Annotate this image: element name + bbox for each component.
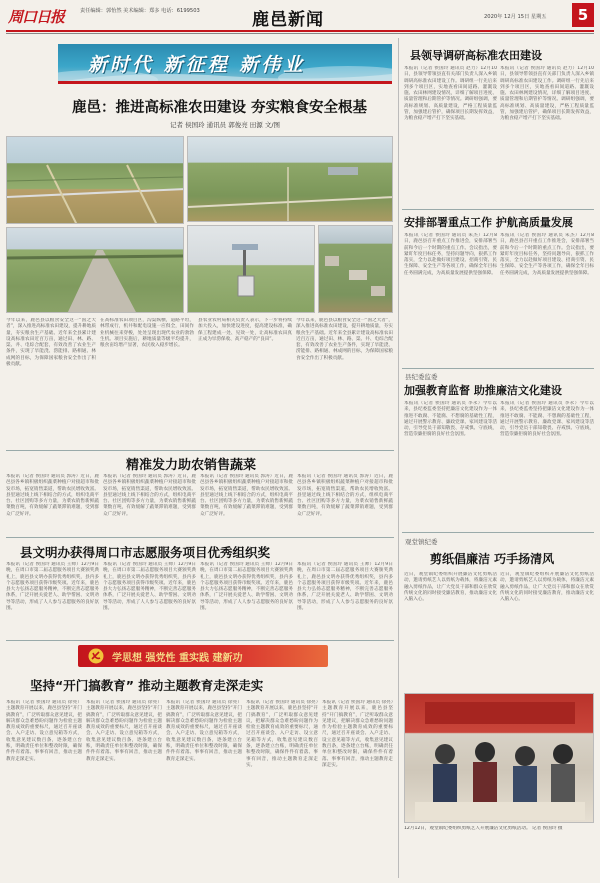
story-education-body-5: 本报讯（记者 侯国玲 通讯员 徐亮）主题教育开展以来，鹿邑县坚持“开门搞教育”，广泛听取群众意见建议，把解决群众急难愁盼问题作为检验主题教育成效的重要标尺，通过召开座谈会、入户走访、设立意见箱等方式，收集意见建议数百条，逐条建立台账，明确责任单位和整改时限，确保件件有着落、事事有回音，推动主题教育走深走实。 [322,700,393,768]
lead-body-col-2: 在高标准农田项目区，沟渠纵横，道路平坦，林带成行，机井和配电设施一应俱全，田间作业机械往来穿梭，处处呈现出现代农业的勃勃生机。项目实施后，耕地质量等级平均提升，粮食亩均增产显著，农民收入稳步增长。 [100,318,194,349]
right-papercut-headline: 剪纸倡廉洁 巧手扬清风 [430,552,555,566]
right-papercut-body-2: 近日，观堂镇纪委组织开展廉洁文化剪纸活动，邀请剪纸艺人以剪纸为载体，将廉洁元素融入剪纸作品，让广大党员干部和群众在欣赏传统文化的同时接受廉洁教育，推动廉洁文化入脑入心。 [500,572,594,603]
village-aerial-photo [318,225,393,313]
right-farmland-body-1: 本报讯（记者 侯国玲 通讯员 赵力）12月10日，县领导带领县直有关部门负责人深入乡镇调研高标准农田建设工作。调研组一行先后来到多个项目区，实地查看田间道路、灌溉设施、农田林网建设情况，详细了解项目进度、质量管理和后期管护等情况。调研组强调，要高标准规划、高质量建设，严格工程质量监管，加强建后管护，确保项目长期发挥效益，为粮食稳产增产打下坚实基础。 [404,66,497,122]
story-volunteer-body-3: 本报讯（记者 侯国玲 通讯员 王帅）12月9日晚，在周口市第二届志愿服务项目大赛颁奖典礼上，鹿邑县文明办获得优秀组织奖，县内多个志愿服务项目获得市级奖项。近年来，鹿邑县大力弘扬志愿服务精神，不断完善志愿服务体系，广泛开展关爱老人、助学帮困、文明劝导等活动，形成了人人参与志愿服务的良好氛围。 [200,562,293,612]
farmland-road-photo [6,227,184,313]
designer-name: 美术编辑：郑多 [123,8,160,14]
staff-line [80,7,200,14]
lead-body-col-1: 今年以来，鹿邑县以粮食安全这一“国之大者”，深入推进高标准农田建设，提升耕地质量，夯实粮食生产基础。近年来全县累计建设高标准农田近百万亩，通过田、林、路、渠、井、电综合配套，有效改善了农业生产条件，实现了旱能浇、涝能排、路相通、林成网的目标，为保障国家粮食安全作出了积极贡献。 [6,318,96,368]
story-volunteer-headline: 县文明办获得周口市志愿服务项目优秀组织奖 [20,545,271,560]
right-discipline-tag: 县纪委监委 [405,373,438,381]
slogan-banner [58,44,392,84]
story-volunteer-body-4: 本报讯（记者 侯国玲 通讯员 王帅）12月9日晚，在周口市第二届志愿服务项目大赛颁奖典礼上，鹿邑县文明办获得优秀组织奖，县内多个志愿服务项目获得市级奖项。近年来，鹿邑县大力弘扬志愿服务精神，不断完善志愿服务体系，广泛开展关爱老人、助学帮困、文明劝导等活动，形成了人人参与志愿服务的良好氛围。 [297,562,393,612]
party-emblem-icon [88,648,104,664]
story-education-body-2: 本报讯（记者 侯国玲 通讯员 徐亮）主题教育开展以来，鹿邑县坚持“开门搞教育”，广泛听取群众意见建议，把解决群众急难愁盼问题作为检验主题教育成效的重要标尺，通过召开座谈会、入户走访、设立意见箱等方式，收集意见建议数百条，逐条建立台账，明确责任单位和整改时限，确保件件有着落、事事有回音，推动主题教育走深走实。 [86,700,162,762]
masthead-rule-thin [6,33,594,34]
story-vegetables-body-1: 本报讯（记者 侯国玲 通讯员 郭涛）近日，鹿邑县各乡镇积极组织蔬菜种植户对接超市和批发市场，拓宽销售渠道，帮助农民增收致富。县里通过线上线下相结合的方式，组织电商平台、社区团购等多方力量，为菜农销售新鲜蔬菜数百吨，有效缓解了蔬菜滞销难题，受到群众广泛好评。 [6,474,99,517]
story-education-headline: 坚持“开门搞教育” 推动主题教育走深走实 [30,678,264,693]
section-title: 鹿邑新闻 [252,10,324,30]
right-discipline-body-2: 本报讯（记者 侯国玲 通讯员 李永）今年以来，县纪委监委坚持把廉洁文化建设作为一体推进不敢腐、不能腐、不想腐的基础性工程，通过开展警示教育、廉政党课、家风建设等活动，引导党员干部知敬畏、存戒惧、守底线，营造崇廉拒腐的良好社会氛围。 [500,401,594,438]
irrigation-field-photo [187,136,393,222]
rule-right1 [402,209,594,210]
papercut-photo-caption: 12月12日，观堂镇纪委组织剪纸艺人开展廉洁文化剪纸活动。 记者 侯国玲 摄 [404,826,563,831]
lead-body-col-4: 今年以来，鹿邑县以粮食安全这一“国之大者”，深入推进高标准农田建设，提升耕地质量，夯实粮食生产基础。近年来全县累计建设高标准农田近百万亩，通过田、林、路、渠、井、电综合配套，有效改善了农业生产条件，实现了旱能浇、涝能排、路相通、林成网的目标，为保障国家粮食安全作出了积极贡献。 [296,318,393,361]
right-deployment-body-1: 本报讯（记者 侯国玲 通讯员 朱杰）12月8日，鹿邑县召开重点工作推进会，安排部署当前和今后一个时期的重点工作。会议指出，要紧盯年度目标任务，坚持问题导向，狠抓工作落实，全力以赴做好项目建设、招商引资、民生保障、安全生产等各项工作，确保全年目标任务圆满完成，为高质量发展提供坚强保障。 [404,233,497,276]
issue-date: 2020年 12月 15日 星期五 [484,14,547,20]
party-banner [78,645,328,667]
story-vegetables-body-2: 本报讯（记者 侯国玲 通讯员 郭涛）近日，鹿邑县各乡镇积极组织蔬菜种植户对接超市和批发市场，拓宽销售渠道，帮助农民增收致富。县里通过线上线下相结合的方式，组织电商平台、社区团购等多方力量，为菜农销售新鲜蔬菜数百吨，有效缓解了蔬菜滞销难题，受到群众广泛好评。 [103,474,196,517]
story-vegetables-body-4: 本报讯（记者 侯国玲 通讯员 郭涛）近日，鹿邑县各乡镇积极组织蔬菜种植户对接超市和批发市场，拓宽销售渠道，帮助农民增收致富。县里通过线上线下相结合的方式，组织电商平台、社区团购等多方力量，为菜农销售新鲜蔬菜数百吨，有效缓解了蔬菜滞销难题，受到群众广泛好评。 [297,474,393,517]
logo: 周口日报 [8,8,65,26]
right-farmland-body-2: 本报讯（记者 侯国玲 通讯员 赵力）12月10日，县领导带领县直有关部门负责人深入乡镇调研高标准农田建设工作。调研组一行先后来到多个项目区，实地查看田间道路、灌溉设施、农田林网建设情况，详细了解项目进度、质量管理和后期管护等情况。调研组强调，要高标准规划、高质量建设，严格工程质量监管，加强建后管护，确保项目长期发挥效益，为粮食稳产增产打下坚实基础。 [500,66,594,122]
story-education-body-1: 本报讯（记者 侯国玲 通讯员 徐亮）主题教育开展以来，鹿邑县坚持“开门搞教育”，广泛听取群众意见建议，把解决群众急难愁盼问题作为检验主题教育成效的重要标尺，通过召开座谈会、入户走访、设立意见箱等方式，收集意见建议数百条，逐条建立台账，明确责任单位和整改时限，确保件件有着落、事事有回音，推动主题教育走深走实。 [6,700,82,762]
papercut-activity-photo [404,693,594,823]
right-discipline-headline: 加强教育监督 助推廉洁文化建设 [404,384,562,397]
right-deployment-headline: 安排部署重点工作 护航高质量发展 [404,216,573,229]
right-farmland-headline: 县领导调研高标准农田建设 [410,49,542,62]
lead-byline: 记者 侯国玲 通讯员 郭俊亮 田源 文/图 [170,121,281,129]
story-education-body-4: 本报讯（记者 侯国玲 通讯员 徐亮）主题教育开展以来，鹿邑县坚持“开门搞教育”，广泛听取群众意见建议，把解决群众急难愁盼问题作为检验主题教育成效的重要标尺，通过召开座谈会、入户走访、设立意见箱等方式，收集意见建议数百条，逐条建立台账，明确责任单位和整改时限，确保件件有着落、事事有回音，推动主题教育走深走实。 [246,700,318,768]
rule-lead [6,450,394,451]
slogan-text: 新时代 新征程 新伟业 [88,54,306,76]
rule-right2 [402,368,594,369]
masthead-rule [6,30,594,32]
rule-right3 [402,532,594,533]
column-divider [398,38,399,878]
right-discipline-body-1: 本报讯（记者 侯国玲 通讯员 李永）今年以来，县纪委监委坚持把廉洁文化建设作为一体推进不敢腐、不能腐、不想腐的基础性工程，通过开展警示教育、廉政党课、家风建设等活动，引导党员干部知敬畏、存戒惧、守底线，营造崇廉拒腐的良好社会氛围。 [404,401,497,438]
farmland-aerial-photo [6,136,184,224]
story-education-body-3: 本报讯（记者 侯国玲 通讯员 徐亮）主题教育开展以来，鹿邑县坚持“开门搞教育”，广泛听取群众意见建议，把解决群众急难愁盼问题作为检验主题教育成效的重要标尺，通过召开座谈会、入户走访、设立意见箱等方式，收集意见建议数百条，逐条建立台账，明确责任单位和整改时限，确保件件有着落、事事有回音，推动主题教育走深走实。 [166,700,242,762]
party-banner-text: 学思想 强党性 重实践 建新功 [112,653,243,664]
lead-body-col-3: 县农业农村局相关负责人表示，下一步将持续加大投入，加快建设进度，提高建设标准，确保工程建成一处、见效一处，让高标准农田真正成为旱涝保收、高产稳产的“良田”。 [198,318,292,342]
story-volunteer-body-2: 本报讯（记者 侯国玲 通讯员 王帅）12月9日晚，在周口市第二届志愿服务项目大赛颁奖典礼上，鹿邑县文明办获得优秀组织奖，县内多个志愿服务项目获得市级奖项。近年来，鹿邑县大力弘扬志愿服务精神，不断完善志愿服务体系，广泛开展关爱老人、助学帮困、文明劝导等活动，形成了人人参与志愿服务的良好氛围。 [103,562,196,612]
right-deployment-body-2: 本报讯（记者 侯国玲 通讯员 朱杰）12月8日，鹿邑县召开重点工作推进会，安排部署当前和今后一个时期的重点工作。会议指出，要紧盯年度目标任务，坚持问题导向，狠抓工作落实，全力以赴做好项目建设、招商引资、民生保障、安全生产等各项工作，确保全年目标任务圆满完成，为高质量发展提供坚强保障。 [500,233,594,276]
page-number: 5 [572,3,594,27]
story-vegetables-headline: 精准发力助农销售蔬菜 [126,458,257,473]
editor-name: 责任编辑：郭怡然 [80,8,122,14]
monitoring-station-photo [187,225,315,313]
story-vegetables-body-3: 本报讯（记者 侯国玲 通讯员 郭涛）近日，鹿邑县各乡镇积极组织蔬菜种植户对接超市和批发市场，拓宽销售渠道，帮助农民增收致富。县里通过线上线下相结合的方式，组织电商平台、社区团购等多方力量，为菜农销售新鲜蔬菜数百吨，有效缓解了蔬菜滞销难题，受到群众广泛好评。 [200,474,293,517]
rule-story3 [6,640,394,641]
right-papercut-body-1: 近日，观堂镇纪委组织开展廉洁文化剪纸活动，邀请剪纸艺人以剪纸为载体，将廉洁元素融入剪纸作品，让广大党员干部和群众在欣赏传统文化的同时接受廉洁教育，推动廉洁文化入脑入心。 [404,572,497,603]
story-volunteer-body-1: 本报讯（记者 侯国玲 通讯员 王帅）12月9日晚，在周口市第二届志愿服务项目大赛颁奖典礼上，鹿邑县文明办获得优秀组织奖，县内多个志愿服务项目获得市级奖项。近年来，鹿邑县大力弘扬志愿服务精神，不断完善志愿服务体系，广泛开展关爱老人、助学帮困、文明劝导等活动，形成了人人参与志愿服务的良好氛围。 [6,562,99,612]
lead-headline: 鹿邑：推进高标准农田建设 夯实粮食安全根基 [72,100,368,116]
right-papercut-tag: 观堂镇纪委 [405,538,438,546]
phone: 电话：6199503 [161,8,200,14]
rule-story2 [6,537,394,538]
